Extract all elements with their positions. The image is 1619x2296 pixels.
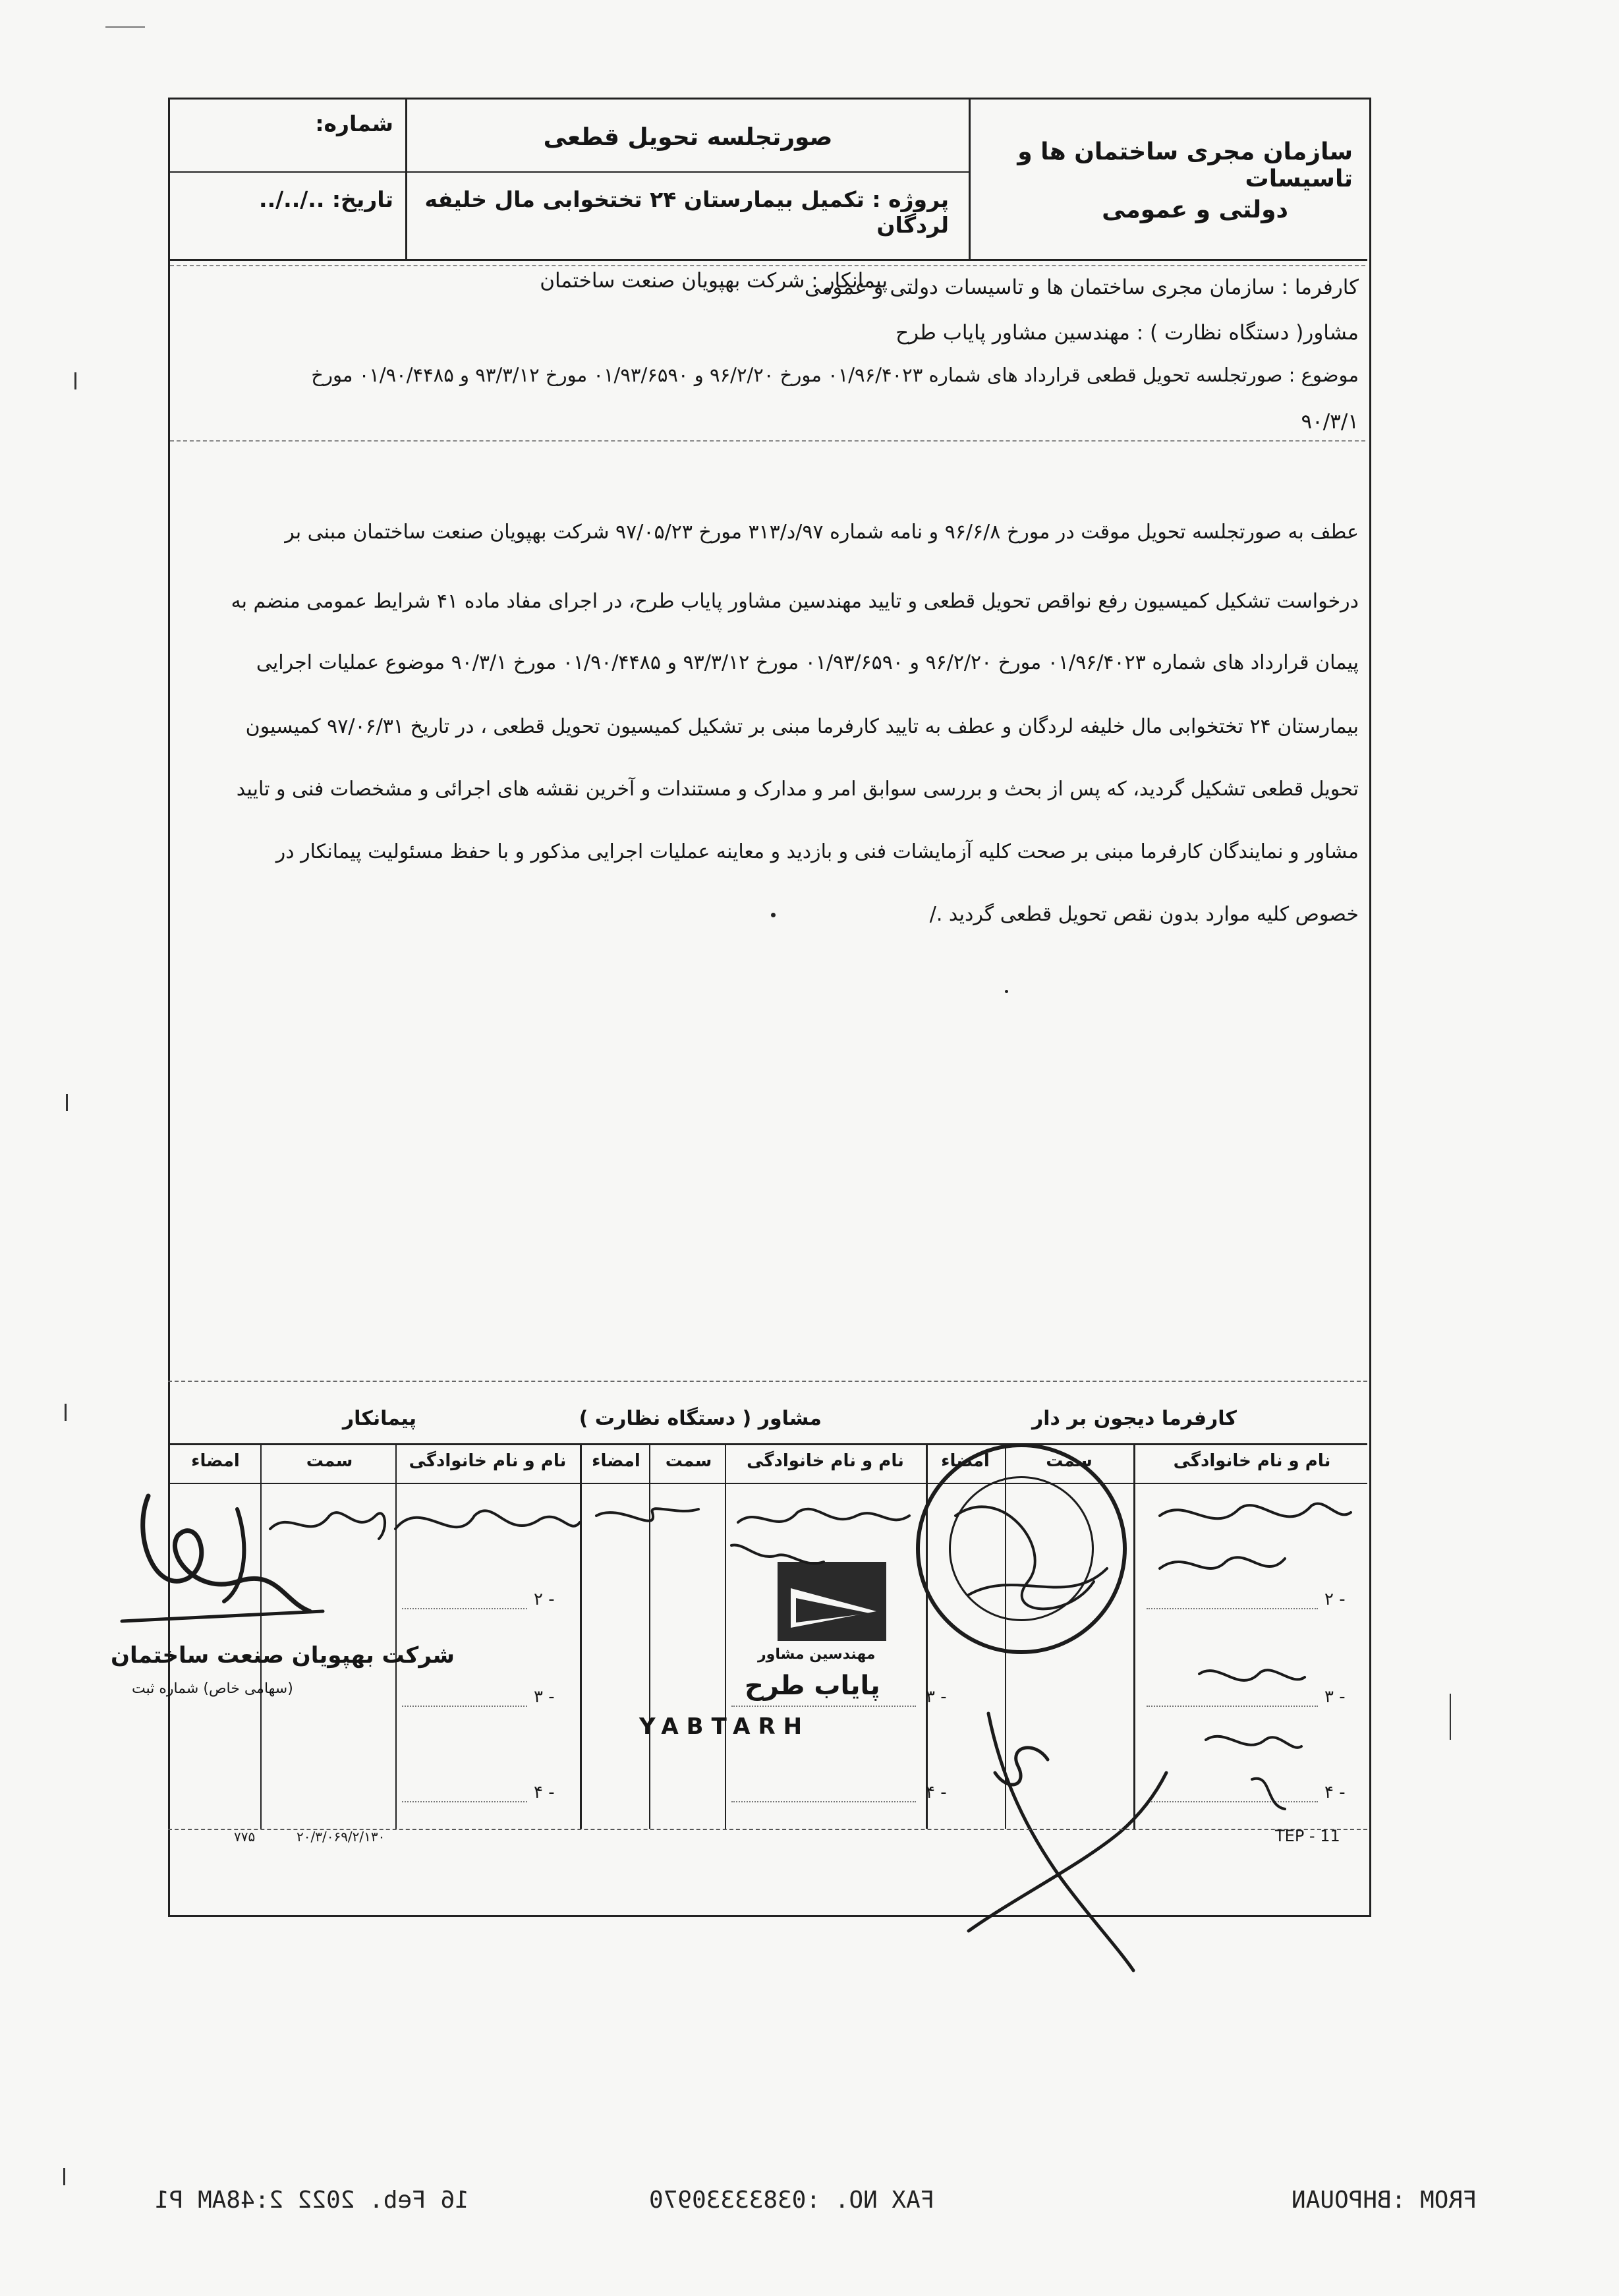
consultant-group-label: مشاور ( دستگاه نظارت ) <box>579 1407 822 1430</box>
print-number: ۷۷۵ <box>234 1829 256 1845</box>
organization-name-line1: سازمان مجری ساختمان ها و تاسیسات <box>1017 138 1353 192</box>
consultant-stamp-line1: مهندسین مشاور <box>758 1646 876 1663</box>
column-header-name: نام و نام خانوادگی <box>1173 1451 1331 1471</box>
body-line: خصوص کلیه موارد بدون نقص تحویل قطعی گردید ./ <box>929 903 1359 926</box>
row-number: ۳ - <box>534 1687 555 1707</box>
number-label: شماره: <box>315 111 393 136</box>
margin-mark <box>63 2168 65 2185</box>
consultant-line: مشاور( دستگاه نظارت ) : مهندسین مشاور پایاب طرح <box>895 321 1359 345</box>
project-name: پروژه : تکمیل بیمارستان ۲۴ تختخوابی مال خلیفه لردگان <box>424 187 949 238</box>
date-label: تاریخ: ../../.. <box>259 187 393 212</box>
row-number: ۴ - <box>926 1783 947 1802</box>
subject-line-1: موضوع : صورتجلسه تحویل قطعی قرارداد های شماره ۰۱/۹۶/۴۰۲۳ مورخ ۹۶/۲/۲۰ و ۰۱/۹۳/۶۵۹۰ مورخ ۹۳/۳/۱۲ و ۰۱/۹۰/۴۴۸۵ مورخ <box>311 364 1359 386</box>
fax-from: FROM :BHPOUAN <box>1292 2187 1477 2214</box>
fax-datetime: 16 Feb. 2022 2:48AM P1 <box>155 2187 469 2214</box>
contractor-stamp-line1: شرکت بهپویان صنعت ساختمان <box>111 1642 455 1669</box>
row-number: ۴ - <box>1324 1783 1346 1802</box>
consultant-stamp-latin: YABTARH <box>639 1713 810 1740</box>
margin-mark <box>65 1404 67 1421</box>
corner-smudge <box>105 26 145 28</box>
document-title: صورتجلسه تحویل قطعی <box>543 124 833 151</box>
fax-number: FAX NO. :03833330970 <box>649 2187 935 2214</box>
column-header-name: نام و نام خانوادگی <box>409 1451 567 1471</box>
body-line: تحویل قطعی تشکیل گردید، که پس از بحث و بررسی سوابق امر و مدارک و مستندات و آخرین نقشه های اجرائی و مشخصات فنی و تایید <box>236 778 1359 801</box>
margin-mark <box>66 1094 68 1111</box>
row-number: ۲ - <box>1324 1590 1346 1609</box>
row-number: ۴ - <box>534 1783 555 1802</box>
consultant-stamp-line2: پایاب طرح <box>745 1671 880 1701</box>
employer-line: کارفرما : سازمان مجری ساختمان ها و تاسیسات دولتی و عمومی <box>804 275 1359 299</box>
column-header-signature: امضاء <box>592 1451 640 1471</box>
margin-mark <box>1450 1694 1451 1740</box>
organization-name-line2: دولتی و عمومی <box>1102 196 1288 223</box>
row-number: ۳ - <box>1324 1687 1346 1707</box>
contractor-group-label: پیمانکار <box>342 1407 416 1430</box>
contractor-stamp-line2: (سهامی خاص) شماره ثبت <box>132 1680 293 1697</box>
column-header-position: سمت <box>306 1451 353 1471</box>
row-number: ۳ - <box>926 1687 947 1707</box>
body-line: پیمان قرارداد های شماره ۰۱/۹۶/۴۰۲۳ مورخ ۹۶/۲/۲۰ و ۰۱/۹۳/۶۵۹۰ مورخ ۹۳/۳/۱۲ و ۰۱/۹۰/۴۴۸۵ مورخ ۹۰/۳/۱ موضوع عملیات اجرایی <box>256 651 1359 674</box>
column-header-position: سمت <box>1046 1451 1093 1471</box>
contractor-line: پیمانکار : شرکت بهپویان صنعت ساختمان <box>540 269 888 293</box>
column-header-position: سمت <box>665 1451 712 1471</box>
body-line: بیمارستان ۲۴ تختخوابی مال خلیفه لردگان و عطف به تایید کارفرما مبنی بر تشکیل کمیسیون تحویل قطعی ، در تاریخ ۹۷/۰۶/۳۱ کمیسیون <box>245 715 1359 738</box>
body-line: درخواست تشکیل کمیسیون رفع نواقص تحویل قطعی و تایید مهندسین مشاور پایاب طرح، در اجرای مفاد ماده ۴۱ شرایط عمومی منضم به <box>231 590 1359 613</box>
body-line: مشاور و نمایندگان کارفرما مبنی بر صحت کلیه آزمایشات فنی و بازدید و معاینه عملیات اجرایی مذکور و با حفظ مسئولیت پیمانکار در <box>275 840 1359 863</box>
employer-group-label: کارفرما دیجون بر دار <box>1031 1407 1237 1430</box>
column-header-signature: امضاء <box>191 1451 240 1471</box>
body-line: عطف به صورتجلسه تحویل موقت در مورخ ۹۶/۶/۸ و نامه شماره ۹۷/د/۳۱۳ مورخ ۹۷/۰۵/۲۳ شرکت بهپویان صنعت ساختمان مبنی بر <box>285 521 1359 544</box>
subject-line-2: ۹۰/۳/۱ <box>1301 410 1359 434</box>
column-header-signature: امضاء <box>941 1451 990 1471</box>
form-code: TEP - 11 <box>1275 1827 1340 1845</box>
row-number: ۲ - <box>534 1590 555 1609</box>
print-code: ۲۰/۳/۰۶۹/۲/۱۳۰ <box>297 1829 385 1845</box>
margin-mark <box>74 372 76 389</box>
column-header-name: نام و نام خانوادگی <box>747 1451 904 1471</box>
